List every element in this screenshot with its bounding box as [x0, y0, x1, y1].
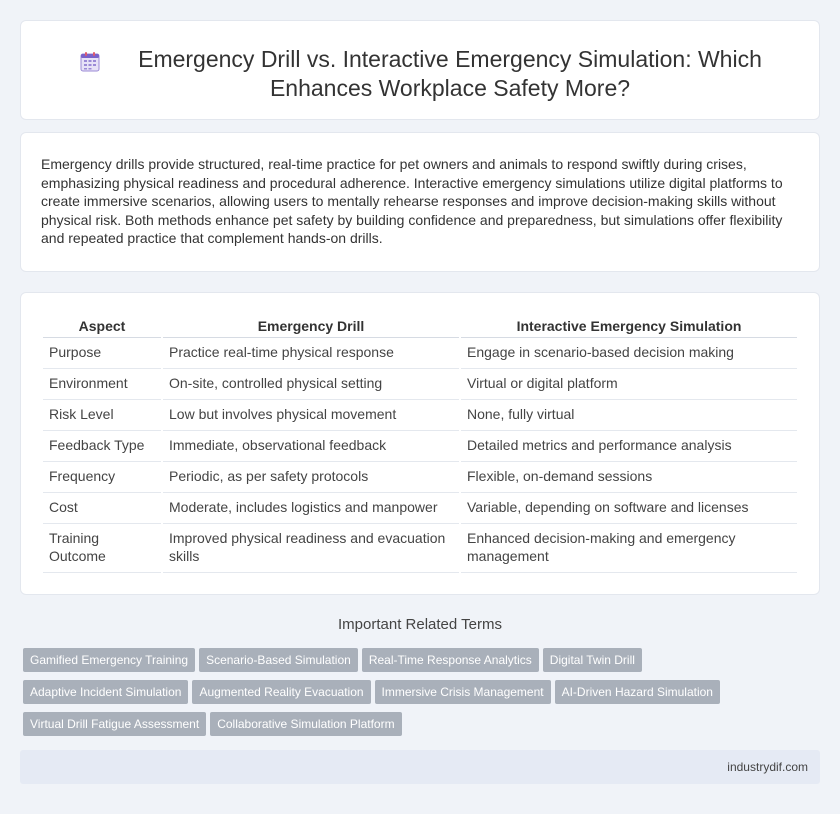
cell-aspect: Purpose — [43, 338, 161, 369]
cell-simulation: Detailed metrics and performance analysis — [461, 431, 797, 462]
cell-drill: Periodic, as per safety protocols — [163, 462, 459, 493]
title-card — [20, 20, 820, 120]
cell-simulation: Flexible, on-demand sessions — [461, 462, 797, 493]
tag-row — [23, 712, 783, 744]
cell-drill: Improved physical readiness and evacuation skills — [163, 524, 459, 573]
comparison-card — [20, 292, 820, 595]
calendar-icon — [79, 51, 101, 73]
title-wrap — [21, 45, 819, 103]
footer-site-link[interactable]: industrydif.com — [727, 760, 808, 774]
cell-aspect: Environment — [43, 369, 161, 400]
cell-aspect: Training Outcome — [43, 524, 161, 573]
table-row — [43, 400, 797, 431]
table-row — [43, 524, 797, 573]
cell-simulation: None, fully virtual — [461, 400, 797, 431]
header-interactive-simulation: Interactive Emergency Simulation — [461, 315, 797, 338]
table-row — [43, 338, 797, 369]
cell-drill: Moderate, includes logistics and manpower — [163, 493, 459, 524]
cell-aspect: Cost — [43, 493, 161, 524]
table-row — [43, 431, 797, 462]
cell-simulation: Engage in scenario-based decision making — [461, 338, 797, 369]
cell-simulation: Virtual or digital platform — [461, 369, 797, 400]
header-emergency-drill: Emergency Drill — [163, 315, 459, 338]
tag-row — [23, 648, 783, 680]
term-tag[interactable]: Scenario-Based Simulation — [199, 648, 358, 672]
term-tag[interactable]: AI-Driven Hazard Simulation — [555, 680, 720, 704]
cell-drill: Low but involves physical movement — [163, 400, 459, 431]
table-row — [43, 462, 797, 493]
term-tag[interactable]: Adaptive Incident Simulation — [23, 680, 188, 704]
cell-drill: On-site, controlled physical setting — [163, 369, 459, 400]
cell-aspect: Frequency — [43, 462, 161, 493]
comparison-table — [41, 315, 799, 573]
term-tag[interactable]: Augmented Reality Evacuation — [192, 680, 370, 704]
related-terms-list — [23, 648, 783, 744]
table-row — [43, 493, 797, 524]
term-tag[interactable]: Immersive Crisis Management — [375, 680, 551, 704]
table-row — [43, 369, 797, 400]
header-aspect: Aspect — [43, 315, 161, 338]
cell-simulation: Variable, depending on software and licenses — [461, 493, 797, 524]
intro-card — [20, 132, 820, 272]
tag-row — [23, 680, 783, 712]
intro-paragraph: Emergency drills provide structured, real-time practice for pet owners and animals to respond swiftly during crises, emphasizing physical readiness and procedural adherence. Interactive emergency simulations utilize digital platforms to create immersive scenarios, allowing users to mentally rehearse responses and improve decision-making skills without physical risk. Both methods enhance pet safety by building confidence and preparedness, but simulations offer flexibility and repeated practice that complement hands-on drills. — [41, 156, 783, 246]
cell-drill: Immediate, observational feedback — [163, 431, 459, 462]
term-tag[interactable]: Virtual Drill Fatigue Assessment — [23, 712, 206, 736]
cell-aspect: Risk Level — [43, 400, 161, 431]
page-title: Emergency Drill vs. Interactive Emergency Simulation: Which Enhances Workplace Safety More? — [138, 46, 762, 101]
term-tag[interactable]: Collaborative Simulation Platform — [210, 712, 401, 736]
related-terms-title: Important Related Terms — [338, 616, 502, 633]
footer — [20, 750, 820, 784]
term-tag[interactable]: Real-Time Response Analytics — [362, 648, 539, 672]
cell-drill: Practice real-time physical response — [163, 338, 459, 369]
cell-simulation: Enhanced decision-making and emergency management — [461, 524, 797, 573]
term-tag[interactable]: Gamified Emergency Training — [23, 648, 195, 672]
table-header-row — [43, 315, 797, 338]
cell-aspect: Feedback Type — [43, 431, 161, 462]
term-tag[interactable]: Digital Twin Drill — [543, 648, 642, 672]
